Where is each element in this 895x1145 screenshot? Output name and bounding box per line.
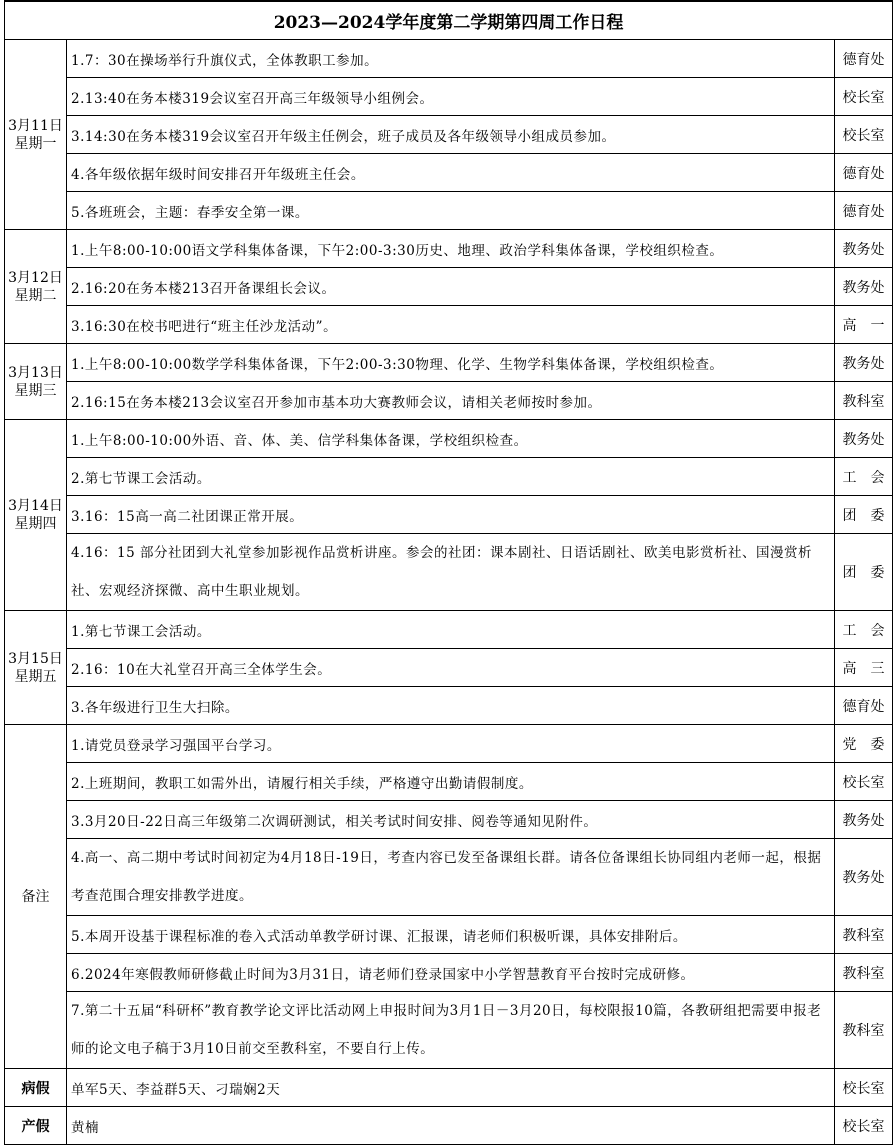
task-text: 3.16：15高一高二社团课正常开展。 [67, 496, 835, 534]
dept-cell: 团 委 [835, 534, 893, 611]
note-text: 2.上班期间，教职工如需外出，请履行相关手续，严格遵守出勤请假制度。 [67, 763, 835, 801]
dept-cell: 教务处 [835, 268, 893, 306]
dept-cell: 教务处 [835, 344, 893, 382]
note-text: 1.请党员登录学习强国平台学习。 [67, 725, 835, 763]
note-text: 6.2024年寒假教师研修截止时间为3月31日，请老师们登录国家中小学智慧教育平台按时完成研修。 [67, 954, 835, 992]
day-cell-friday [5, 611, 67, 725]
day-cell-wednesday [5, 344, 67, 420]
task-text: 1.上午8:00-10:00外语、音、体、美、信学科集体备课，学校组织检查。 [67, 420, 835, 458]
task-text: 1.7：30在操场举行升旗仪式，全体教职工参加。 [67, 40, 835, 78]
task-text: 2.第七节课工会活动。 [67, 458, 835, 496]
dept-cell: 教科室 [835, 916, 893, 954]
day-weekday: 星期四 [14, 516, 57, 532]
day-cell-monday [5, 40, 67, 230]
task-text: 1.上午8:00-10:00语文学科集体备课，下午2:00-3:30历史、地理、政治学科集体备课，学校组织检查。 [67, 230, 835, 268]
dept-cell: 德育处 [835, 687, 893, 725]
note-text: 5.本周开设基于课程标准的卷入式活动单教学研讨课、汇报课，请老师们积极听课，具体安排附后。 [67, 916, 835, 954]
dept-cell: 高 一 [835, 306, 893, 344]
note-text: 3.3月20日-22日高三年级第二次调研测试，相关考试时间安排、阅卷等通知见附件。 [67, 801, 835, 839]
day-weekday: 星期二 [14, 287, 57, 304]
dept-cell: 工 会 [835, 458, 893, 496]
task-text: 1.上午8:00-10:00数学学科集体备课，下午2:00-3:30物理、化学、生物学科集体备课，学校组织检查。 [67, 344, 835, 382]
dept-cell: 教务处 [835, 420, 893, 458]
day-cell-tuesday [5, 230, 67, 344]
dept-cell: 德育处 [835, 40, 893, 78]
dept-cell: 团 委 [835, 496, 893, 534]
sick-leave-text: 单军5天、李益群5天、刁瑞娴2天 [67, 1069, 835, 1107]
task-text: 3.14:30在务本楼319会议室召开年级主任例会，班子成员及各年级领导小组成员参加。 [67, 116, 835, 154]
dept-cell: 党 委 [835, 725, 893, 763]
dept-cell: 校长室 [835, 1107, 893, 1145]
dept-cell: 教科室 [835, 382, 893, 420]
dept-cell: 教科室 [835, 954, 893, 992]
task-text: 2.16:20在务本楼213召开备课组长会议。 [67, 268, 835, 306]
day-date: 3月11日 [8, 117, 63, 134]
dept-cell: 校长室 [835, 116, 893, 154]
day-date: 3月13日 [8, 364, 63, 381]
dept-cell: 教务处 [835, 230, 893, 268]
dept-cell: 教务处 [835, 801, 893, 839]
day-weekday: 星期三 [14, 382, 57, 399]
task-text: 1.第七节课工会活动。 [67, 611, 835, 649]
notes-label: 备注 [5, 725, 67, 1069]
maternity-leave-text: 黄楠 [67, 1107, 835, 1145]
dept-cell: 校长室 [835, 763, 893, 801]
sick-leave-label: 病假 [5, 1069, 67, 1107]
day-weekday: 星期五 [14, 668, 57, 685]
note-text: 7.第二十五届“科研杯”教育教学论文评比活动网上申报时间为3月1日－3月20日，每校限报10篇，各教研组把需要申报老师的论文电子稿于3月10日前交至教科室，不要自行上传。 [67, 992, 835, 1069]
dept-cell: 德育处 [835, 192, 893, 230]
task-text: 3.各年级进行卫生大扫除。 [67, 687, 835, 725]
day-date: 3月14日 [8, 498, 63, 514]
weekly-schedule-table [4, 0, 893, 1145]
dept-cell: 工 会 [835, 611, 893, 649]
note-text: 4.高一、高二期中考试时间初定为4月18日-19日，考查内容已发至备课组长群。请各位备课组长协同组内老师一起，根据考查范围合理安排教学进度。 [67, 839, 835, 916]
maternity-leave-label: 产假 [5, 1107, 67, 1145]
dept-cell: 校长室 [835, 78, 893, 116]
dept-cell: 德育处 [835, 154, 893, 192]
dept-cell: 校长室 [835, 1069, 893, 1107]
dept-cell: 教务处 [835, 839, 893, 916]
day-weekday: 星期一 [14, 135, 57, 152]
task-text: 3.16:30在校书吧进行“班主任沙龙活动”。 [67, 306, 835, 344]
dept-cell: 高 三 [835, 649, 893, 687]
task-text: 2.16：10在大礼堂召开高三全体学生会。 [67, 649, 835, 687]
task-text: 4.各年级依据年级时间安排召开年级班主任会。 [67, 154, 835, 192]
dept-cell: 教科室 [835, 992, 893, 1069]
schedule-title: 2023—2024学年度第二学期第四周工作日程 [5, 1, 893, 40]
day-date: 3月15日 [8, 650, 63, 667]
task-text: 5.各班班会，主题：春季安全第一课。 [67, 192, 835, 230]
task-text: 2.13:40在务本楼319会议室召开高三年级领导小组例会。 [67, 78, 835, 116]
day-date: 3月12日 [8, 269, 63, 286]
day-cell-thursday [5, 420, 67, 611]
task-text: 4.16：15 部分社团到大礼堂参加影视作品赏析讲座。参会的社团：课本剧社、日语话剧社、欧美电影赏析社、国漫赏析社、宏观经济探微、高中生职业规划。 [67, 534, 835, 611]
task-text: 2.16:15在务本楼213会议室召开参加市基本功大赛教师会议，请相关老师按时参加。 [67, 382, 835, 420]
